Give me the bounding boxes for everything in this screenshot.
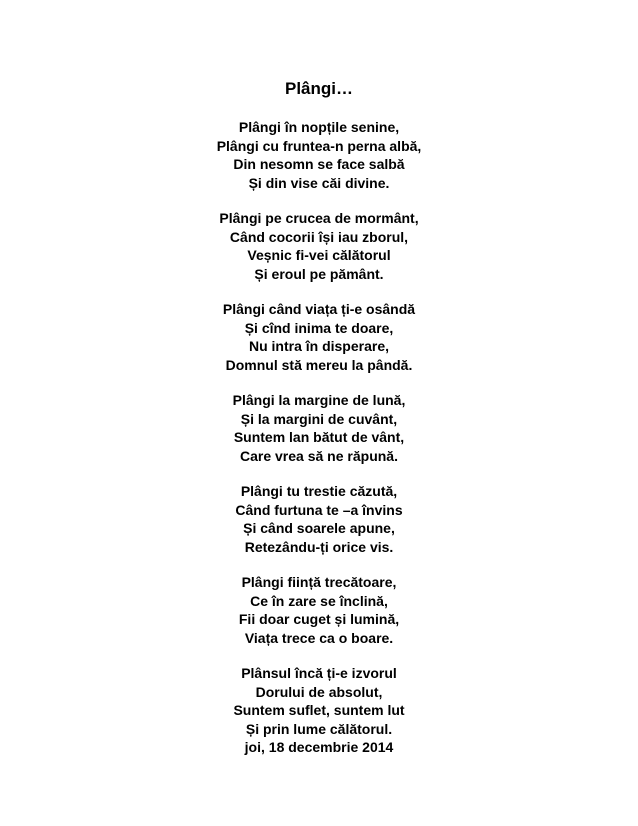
poem-line: Suntem lan bătut de vânt,: [233, 429, 405, 445]
poem-line: Ce în zare se înclină,: [250, 592, 388, 609]
poem-line: Plânsul încă ți-e izvorul: [241, 665, 397, 681]
poem-line: Viața trece ca o boare.: [244, 629, 394, 646]
poem-line: Plângi în nopțile senine,: [238, 119, 400, 135]
poem-line: Plângi când viața ți-e osândă: [222, 301, 416, 317]
poem-title: Plângi…: [284, 79, 353, 98]
poem-body: [0, 118, 638, 757]
stanza-2: [0, 209, 638, 283]
poem-line: Și cînd inima te doare,: [244, 319, 394, 336]
stanza-3: [0, 300, 638, 374]
poem-line: Când cocorii își iau zborul,: [229, 228, 409, 245]
poem-line: Și la margini de cuvânt,: [240, 410, 398, 427]
stanza-5: [0, 482, 638, 556]
poem-line: Și eroul pe pământ.: [254, 265, 384, 282]
poem-line: Veșnic fi-vei călătorul: [247, 247, 391, 263]
stanza-7: [0, 664, 638, 757]
poem-line: Domnul stă mereu la pândă.: [225, 356, 413, 373]
poem-line: Plângi cu fruntea-n perna albă,: [216, 137, 422, 154]
poem-line: Și când soarele apune,: [243, 520, 395, 536]
poem-line: Nu intra în disperare,: [248, 338, 390, 354]
poem-line: Când furtuna te –a învins: [235, 501, 403, 518]
poem-line: Dorului de absolut,: [255, 683, 383, 700]
poem-line: Plângi ființă trecătoare,: [241, 574, 397, 590]
poem-line: Și din vise căi divine.: [248, 174, 390, 191]
poem-date: joi, 18 decembrie 2014: [244, 739, 394, 755]
poem-line: Din nesomn se face salbă: [233, 156, 405, 172]
poem-line: Plângi la margine de lună,: [232, 392, 406, 408]
poem-line: Și prin lume călătorul.: [245, 720, 393, 737]
poem-line: Suntem suflet, suntem lut: [233, 702, 405, 718]
poem-line: Plângi tu trestie căzută,: [240, 483, 398, 499]
poem-line: Care vrea să ne răpună.: [240, 447, 398, 464]
poem-line: Fii doar cuget și lumină,: [238, 611, 400, 627]
stanza-4: [0, 391, 638, 465]
stanza-6: [0, 573, 638, 647]
poem-line: Plângi pe crucea de mormânt,: [219, 210, 419, 226]
stanza-1: [0, 118, 638, 192]
poem-line: Retezându-ți orice vis.: [244, 538, 394, 555]
